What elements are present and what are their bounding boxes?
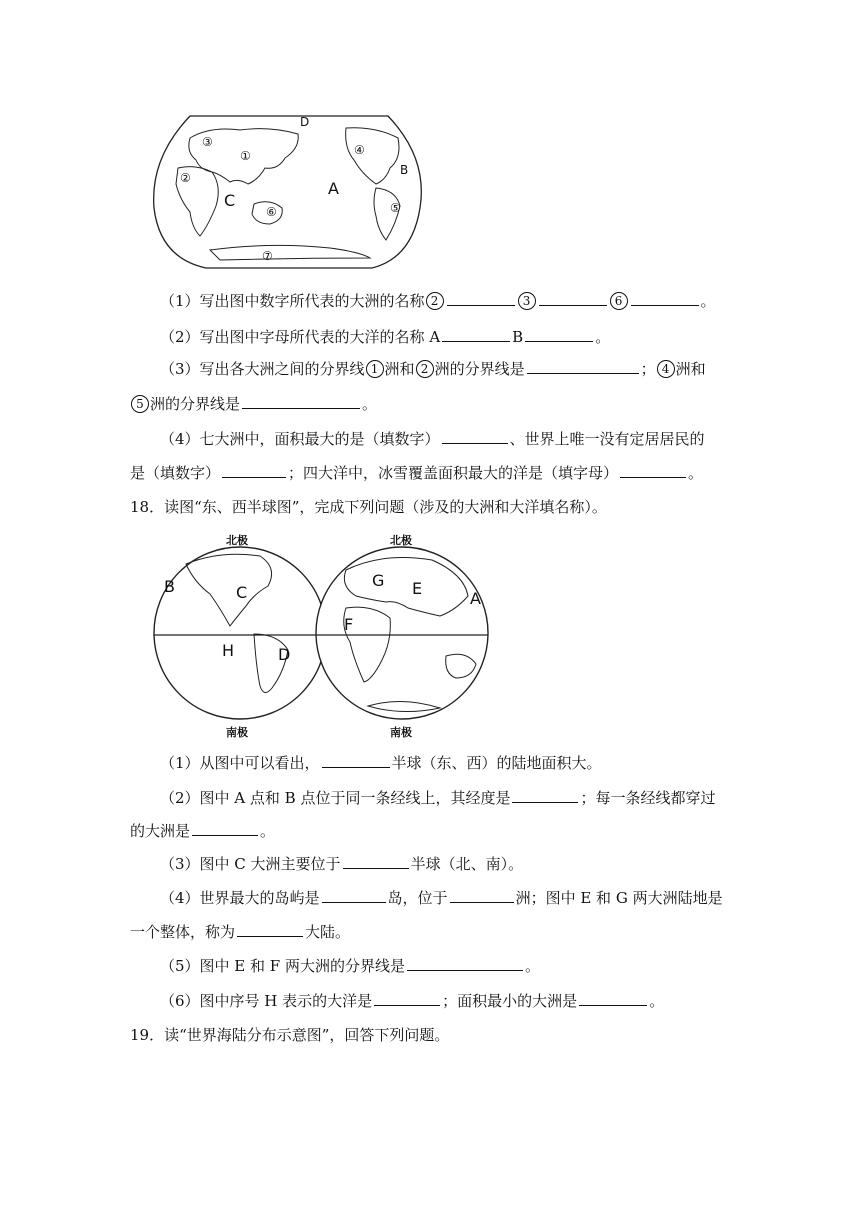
world-map-figure	[150, 108, 428, 273]
answer-blank[interactable]	[192, 820, 258, 836]
hemispheres-map-figure	[150, 530, 495, 740]
hemispheres-map-svg	[150, 530, 495, 740]
q18-line-5: （4）世界最大的岛屿是 岛，位于 洲；图中 E 和 G 两大洲陆地是	[160, 889, 723, 907]
answer-blank[interactable]	[343, 853, 409, 869]
answer-blank[interactable]	[447, 290, 515, 306]
circled-2: 2	[416, 360, 434, 378]
q18-line-4: （3）图中 C 大洲主要位于 半球（北、南）。	[160, 855, 524, 873]
south-pole-label-east: 南极	[390, 726, 412, 739]
map1-label-7: ⑦	[262, 249, 273, 263]
circled-6: 6	[610, 292, 628, 310]
answer-blank[interactable]	[539, 290, 607, 306]
answer-blank[interactable]	[237, 921, 303, 937]
south-pole-label-west: 南极	[226, 726, 248, 739]
q17-line-2: （2）写出图中字母所代表的大洋的名称 A B 。	[160, 328, 611, 346]
map2-label-d: D	[278, 645, 291, 664]
q19-title: 19．读“世界海陆分布示意图”，回答下列问题。	[130, 1026, 450, 1044]
map1-label-a: A	[328, 179, 339, 198]
north-pole-label-east: 北极	[390, 534, 412, 547]
q18-line-3: 的大洲是 。	[130, 822, 276, 840]
circled-1: 1	[366, 360, 384, 378]
q17-line-6: 是（填数字） ；四大洋中，冰雪覆盖面积最大的洋是（填字母） 。	[130, 464, 704, 482]
map1-label-3: ③	[202, 135, 213, 149]
q18-line-6: 一个整体，称为 大陆。	[130, 923, 351, 941]
q18-line-8: （6）图中序号 H 表示的大洋是 ；面积最小的大洲是 。	[160, 992, 665, 1010]
map1-label-2: ②	[180, 171, 191, 185]
circled-4: 4	[657, 360, 675, 378]
answer-blank[interactable]	[527, 358, 639, 374]
answer-blank[interactable]	[322, 887, 386, 903]
north-pole-label-west: 北极	[226, 534, 248, 547]
answer-blank[interactable]	[579, 990, 647, 1006]
map1-label-b: B	[400, 163, 409, 177]
map2-label-b: B	[164, 577, 175, 596]
answer-blank[interactable]	[242, 393, 360, 409]
q18-line-2: （2）图中 A 点和 B 点位于同一条经线上，其经度是 ；每一条经线都穿过	[160, 789, 716, 807]
q17-line-4: 5 洲的分界线是 。	[130, 393, 377, 415]
q18-line-7: （5）图中 E 和 F 两大洲的分界线是 。	[160, 957, 540, 975]
answer-blank[interactable]	[620, 462, 686, 478]
q17-line-3: （3）写出各大洲之间的分界线 1 洲和 2 洲的分界线是 ； 4 洲和	[160, 360, 706, 378]
answer-blank[interactable]	[222, 462, 286, 478]
map2-label-g: G	[372, 571, 385, 590]
map1-label-4: ④	[354, 143, 365, 157]
world-map-svg	[150, 108, 428, 273]
answer-blank[interactable]	[407, 955, 523, 971]
map1-label-1: ①	[240, 149, 251, 163]
answer-blank[interactable]	[442, 326, 510, 342]
q17-line-5: （4）七大洲中，面积最大的是（填数字） 、世界上唯一没有定居居民的	[160, 430, 705, 448]
answer-blank[interactable]	[322, 752, 390, 768]
map2-label-a: A	[470, 589, 481, 608]
map2-label-f: F	[344, 615, 354, 634]
map2-label-h: H	[222, 641, 235, 660]
q17-line-1: （1）写出图中数字所代表的大洲的名称 2 3 6 。	[160, 292, 716, 310]
answer-blank[interactable]	[374, 990, 440, 1006]
map1-label-d: D	[300, 115, 310, 129]
q18-line-1: （1）从图中可以看出， 半球（东、西）的陆地面积大。	[160, 754, 602, 772]
answer-blank[interactable]	[525, 326, 593, 342]
answer-blank[interactable]	[450, 887, 514, 903]
circled-2: 2	[426, 292, 444, 310]
map2-label-c: C	[236, 583, 248, 602]
circled-5: 5	[131, 395, 149, 413]
q18-title: 18．读图“东、西半球图”，完成下列问题（涉及的大洲和大洋填名称）。	[130, 498, 607, 516]
answer-blank[interactable]	[631, 290, 699, 306]
answer-blank[interactable]	[442, 428, 508, 444]
answer-blank[interactable]	[512, 787, 578, 803]
map2-label-e: E	[412, 579, 423, 598]
map1-label-c: C	[224, 191, 236, 210]
map1-label-5: ⑤	[390, 201, 401, 215]
circled-3: 3	[518, 292, 536, 310]
map1-label-6: ⑥	[266, 205, 277, 219]
